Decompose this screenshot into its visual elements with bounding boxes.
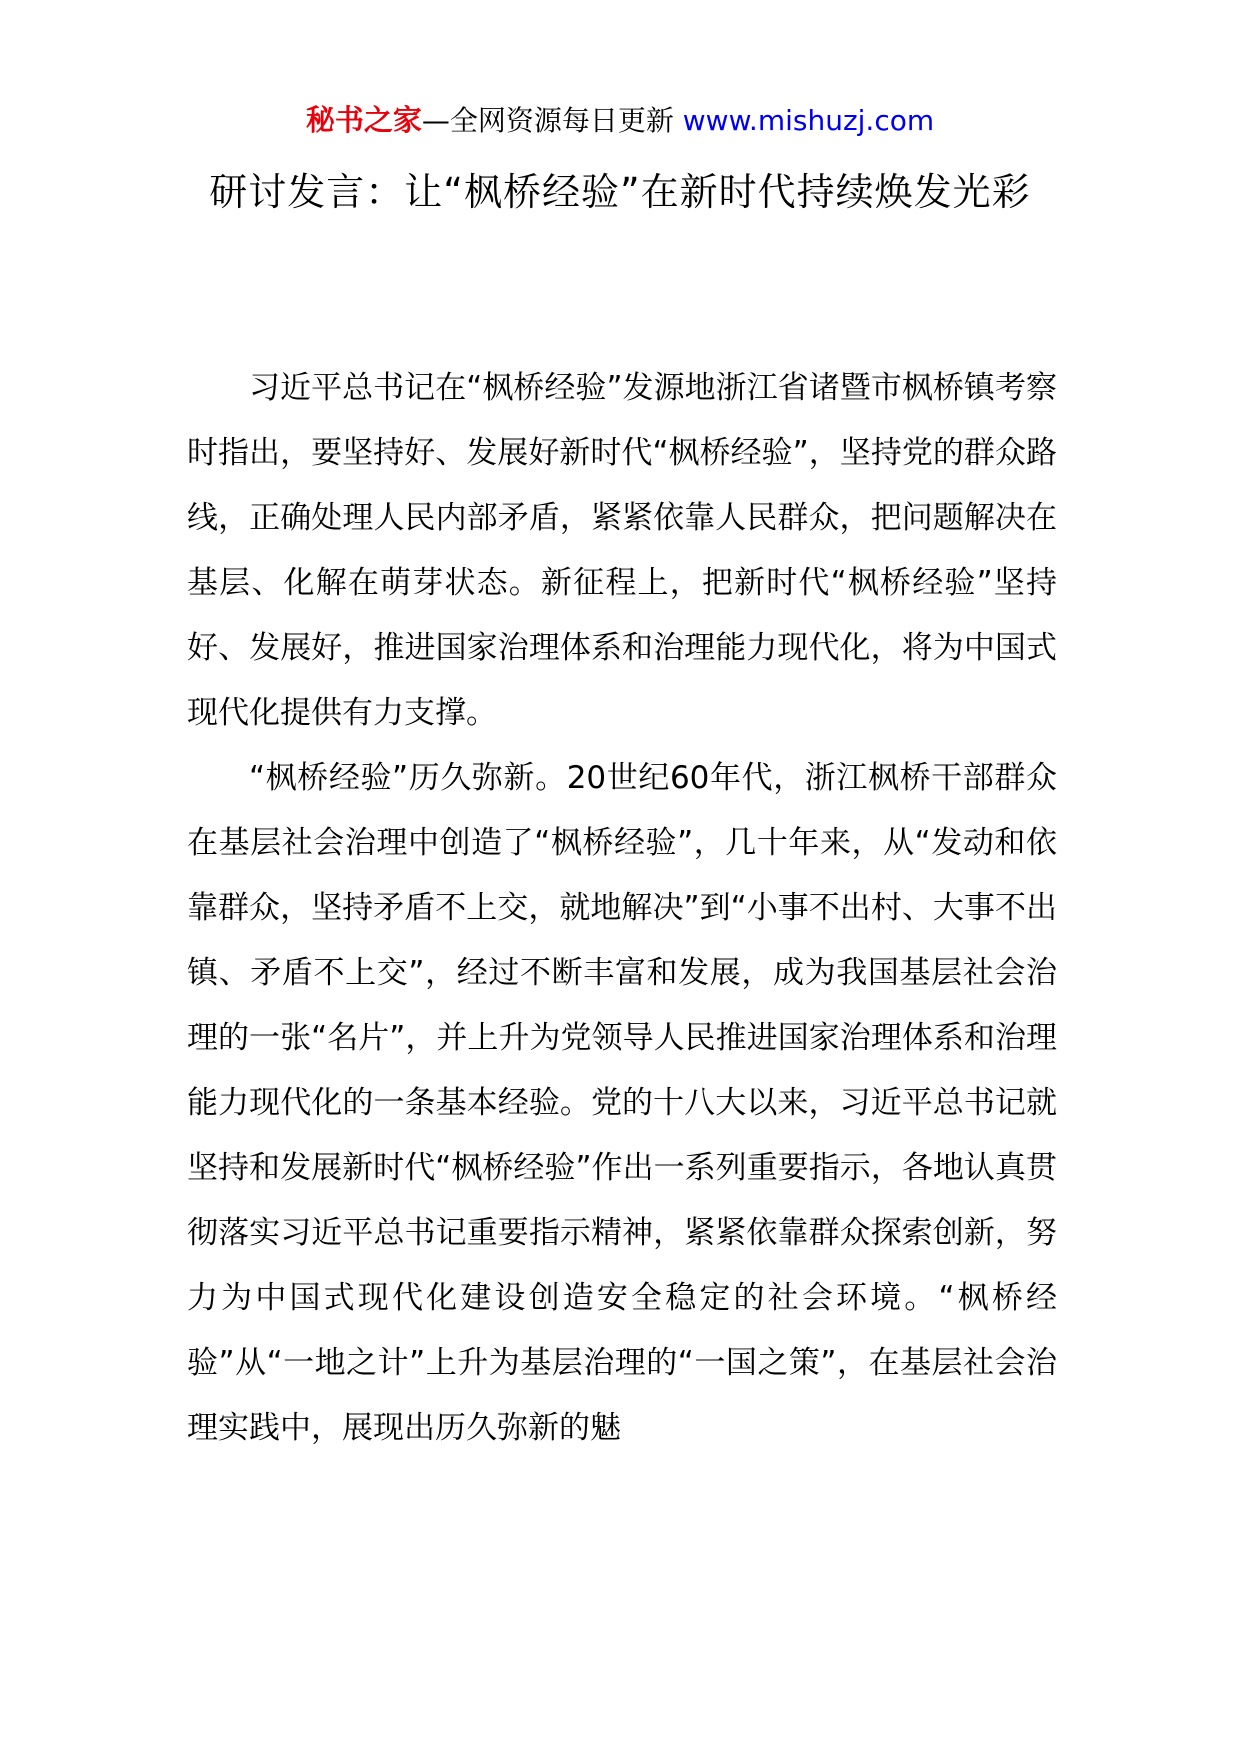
document-body [187, 356, 1057, 1461]
body-paragraph: 习近平总书记在“枫桥经验”发源地浙江省诸暨市枫桥镇考察时指出，要坚持好、发展好新时代“枫桥经验”，坚持党的群众路线，正确处理人民内部矛盾，紧紧依靠人民群众，把问题解决在基层、化解在萌芽状态。新征程上，把新时代“枫桥经验”坚持好、发展好，推进国家治理体系和治理能力现代化，将为中国式现代化提供有力支撑。 [187, 370, 1057, 731]
body-paragraph: “枫桥经验”历久弥新。20世纪60年代，浙江枫桥干部群众在基层社会治理中创造了“枫桥经验”，几十年来，从“发动和依靠群众，坚持矛盾不上交，就地解决”到“小事不出村、大事不出镇、矛盾不上交”，经过不断丰富和发展，成为我国基层社会治理的一张“名片”，并上升为党领导人民推进国家治理体系和治理能力现代化的一条基本经验。党的十八大以来，习近平总书记就坚持和发展新时代“枫桥经验”作出一系列重要指示，各地认真贯彻落实习近平总书记重要指示精神，紧紧依靠群众探索创新，努力为中国式现代化建设创造安全稳定的社会环境。“枫桥经验”从“一地之计”上升为基层治理的“一国之策”，在基层社会治理实践中，展现出历久弥新的魅 [187, 760, 1057, 1446]
site-brand: 秘书之家 [305, 103, 422, 137]
site-url-link[interactable]: www.mishuzj.com [682, 104, 935, 137]
site-tagline: —全网资源每日更新 [421, 104, 683, 137]
site-header [0, 100, 1240, 141]
document-title: 研讨发言：让“枫桥经验”在新时代持续焕发光彩 [209, 170, 1031, 214]
